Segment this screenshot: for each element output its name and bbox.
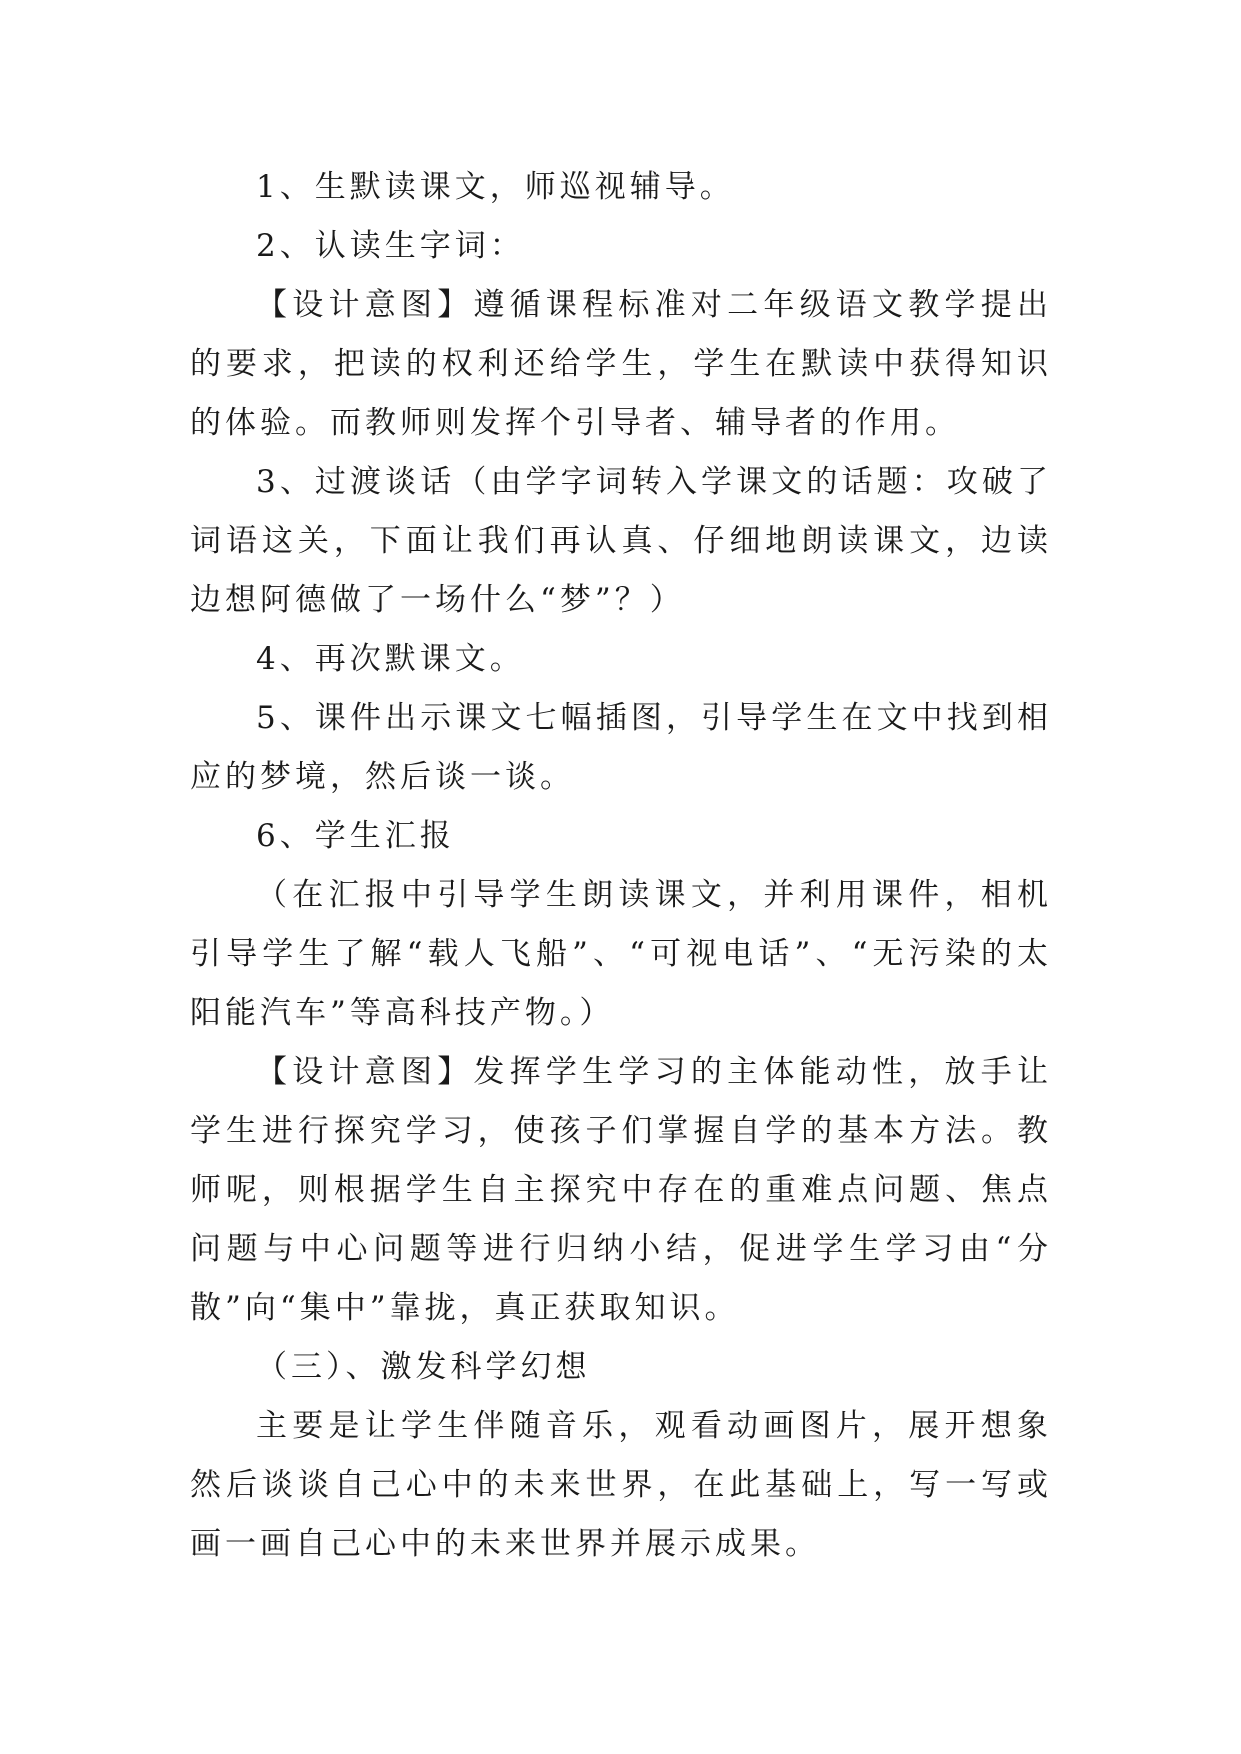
paragraph-step-1: 1、生默读课文，师巡视辅导。 [256,169,735,205]
document-body [190,158,1052,1574]
paragraph-report-note: （在汇报中引导学生朗读课文，并利用课件，相机引导学生了解“载人飞船”、“可视电话”、“无污染的太阳能汽车”等高科技产物。） [190,877,1052,1031]
paragraph-step-5: 5、课件出示课文七幅插图，引导学生在文中找到相应的梦境，然后谈一谈。 [190,700,1052,795]
paragraph-section-3-body: 主要是让学生伴随音乐，观看动画图片，展开想象然后谈谈自己心中的未来世界，在此基础上，写一写或画一画自己心中的未来世界并展示成果。 [190,1408,1052,1562]
section-heading-3: （三）、激发科学幻想 [256,1349,591,1385]
paragraph-design-intent-2: 【设计意图】发挥学生学习的主体能动性，放手让学生进行探究学习，使孩子们掌握自学的基本方法。教师呢，则根据学生自主探究中存在的重难点问题、焦点问题与中心问题等进行归纳小结，促进学生学习由“分散”向“集中”靠拢，真正获取知识。 [190,1054,1052,1326]
paragraph-design-intent-1: 【设计意图】遵循课程标准对二年级语文教学提出的要求，把读的权利还给学生，学生在默读中获得知识的体验。而教师则发挥个引导者、辅导者的作用。 [190,287,1052,441]
paragraph-step-2: 2、认读生字词： [256,228,525,264]
paragraph-step-4: 4、再次默课文。 [256,641,525,677]
paragraph-step-3: 3、过渡谈话（由学字词转入学课文的话题：攻破了词语这关，下面让我们再认真、仔细地朗读课文，边读边想阿德做了一场什么“梦”？） [190,464,1052,618]
paragraph-step-6: 6、学生汇报 [256,818,455,854]
